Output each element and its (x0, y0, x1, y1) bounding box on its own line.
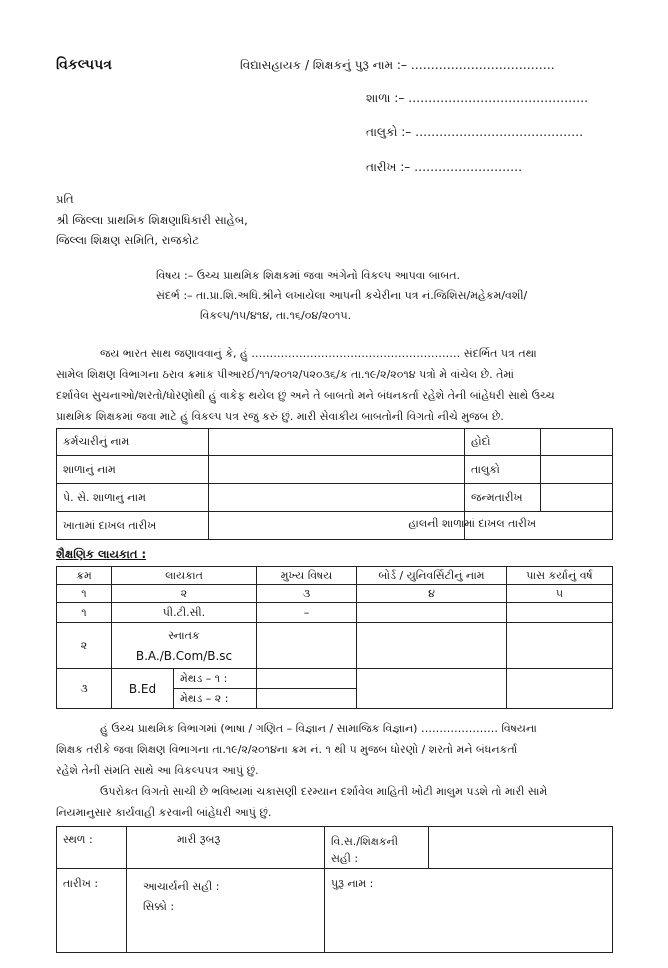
row-3-method-2: મેથડ – ૨ : (174, 689, 257, 709)
teacher-name-line: વિદ્યાસહાયક / શિક્ષકનું પુરૂ નામ :– ……………………………… (240, 58, 555, 72)
taluka-line: તાલુકો :– …………………………………… (366, 125, 584, 139)
body-line-1: જય ભારત સાથ જણાવવાનું કે, હું ………………………………………………… સંદર્ભિત પત્ર તથા (100, 347, 537, 360)
teacher-sign-cell (325, 827, 429, 869)
declaration-line-1: હું ઉચ્ચ પ્રાથમિક વિભાગમાં (ભાષા / ગણિત – વિજ્ઞાન / સામાજિક વિજ્ઞાન) ………………… વિષયના (100, 722, 537, 735)
date-line: તારીખ :– ……………………… (366, 160, 523, 174)
birth-date-value[interactable] (541, 484, 613, 512)
row-3-serial: ૩ (57, 669, 112, 709)
teacher-sign-value[interactable] (429, 827, 613, 869)
school-line: શાળા :– ……………………………………… (366, 91, 589, 105)
row-2-serial: ૨ (57, 623, 112, 669)
row-3-subject-1[interactable] (257, 669, 357, 689)
declaration-line-4: ઉપરોક્ત વિગતો સાચી છે ભવિષ્યમાં ચકાસણી દરમ્યાન દર્શાવેલ માહિતી ખોટી માલુમ પડશે તો મારી સામે (100, 785, 548, 798)
designation-value[interactable] (541, 429, 613, 456)
body-line-3: દર્શાવેલ સુચનાઓ/શરતો/ધોરણોથી હું વાકેફ થયેલ છું અને તે બાબતો મને બંધનકર્તા રહેશે તેની બાંહેધરી સાથે ઉચ્ચ (56, 389, 555, 402)
col-header-qualification: લાયકાત (112, 567, 257, 585)
row-3-qualification: B.Ed (112, 669, 174, 709)
date-label: તારીખ : (57, 869, 127, 953)
row-2-qualification (112, 623, 257, 669)
qualification-table (56, 566, 613, 709)
reference-line-2: વિકલ્પ/૧૫/૪૧૪, તા.૧૬/૦૪/૨૦૧૫. (200, 309, 352, 322)
row-2-qual-line-1: સ્નાતક (168, 628, 200, 642)
col-header-board: બોર્ડ / યુનિવર્સિટીનું નામ (357, 567, 507, 585)
declaration-line-5: નિયમાનુસાર કાર્યવાહી કરવાની બાંહેધરી આપું છું. (56, 806, 272, 819)
pay-center-label: પે. સે. શાળાનું નામ (57, 484, 209, 512)
row-3-board[interactable] (357, 669, 507, 709)
pay-center-value[interactable] (209, 484, 465, 512)
dept-join-date-label: ખાતામાં દાખલ તારીખ (57, 512, 209, 540)
stamp-label: સિક્કો : (143, 900, 175, 913)
address-to: પ્રતિ (56, 192, 74, 206)
taluka-value[interactable] (541, 456, 613, 484)
row-3-year[interactable] (507, 669, 613, 709)
col-number-1: ૧ (57, 585, 112, 603)
employee-name-value[interactable] (209, 429, 465, 456)
full-name-label: પુરૂ નામ : (325, 869, 613, 953)
body-line-2: સામેલ શિક્ષણ વિભાગના ઠરાવ ક્રમાંક પીઆરઈ/૧૧/૨૦૧૨/પ૨૦૩૬/ક તા.૧૯/૨/૨૦૧૪ પત્રો મે વાંચેલ છે. તેમાં (56, 368, 514, 381)
school-name-label: શાળાનું નામ (57, 456, 209, 484)
teacher-sign-line-1: વિ.સ./શિક્ષકની (331, 835, 399, 848)
signature-table (56, 826, 613, 953)
employee-name-label: કર્મચારીનું નામ (57, 429, 209, 456)
row-2-board[interactable] (357, 623, 507, 669)
body-line-4: પ્રાથમિક શિક્ષકમાં જવા માટે હું વિકલ્પ પત્ર રજુ કરું છું. મારી સેવાકીય બાબતોની વિગતો નીચે મુજબ છે. (56, 410, 504, 423)
form-title: વિકલ્પપત્ર (56, 57, 112, 73)
row-3-method-1: મેથડ – ૧ : (174, 669, 257, 689)
birth-date-label: જન્મતારીખ (465, 484, 541, 512)
address-line-2: જિલ્લા શિક્ષણ સમિતિ, રાજકોટ (56, 233, 200, 247)
current-school-join-date-label: હાલની શાળામાં દાખલ તારીખ (408, 517, 536, 530)
school-name-value[interactable] (209, 456, 465, 484)
col-header-serial: ક્રમ (57, 567, 112, 585)
row-3-subject-2[interactable] (257, 689, 357, 709)
col-number-2: ૨ (112, 585, 257, 603)
col-number-5: ૫ (507, 585, 613, 603)
reference-line: સંદર્ભ :– તા.પ્રા.શિ.અધિ.શ્રીને લખાયેલા આપની કચેરીના પત્ર નં.જિશિસ/મહેકમ/વશી/ (156, 289, 528, 302)
taluka-label: તાલુકો (465, 456, 541, 484)
col-header-pass-year: પાસ કર્યાનું વર્ષ (507, 567, 613, 585)
designation-label: હોદો (465, 429, 541, 456)
row-1-board[interactable] (357, 603, 507, 623)
employee-info-table (56, 428, 613, 540)
address-line-1: શ્રી જિલ્લા પ્રાથમિક શિક્ષણાધિકારી સાહેબ, (56, 213, 248, 227)
principal-sign-label: આચાર્યની સહી : (143, 880, 220, 893)
row-2-qual-line-2: B.A./B.Com/B.sc (135, 648, 233, 663)
declaration-line-3: રહેશે તેની સંમતિ સાથે આ વિકલ્પપત્ર આપું છું. (56, 764, 259, 777)
row-1-serial: ૧ (57, 603, 112, 623)
row-1-subject: – (257, 603, 357, 623)
col-number-3: ૩ (257, 585, 357, 603)
row-1-qualification: પી.ટી.સી. (112, 603, 257, 623)
row-2-year[interactable] (507, 623, 613, 669)
row-2-subject[interactable] (257, 623, 357, 669)
row-1-year[interactable] (507, 603, 613, 623)
col-number-4: ૪ (357, 585, 507, 603)
my-attestation-label: મારી રૂબરૂ (127, 827, 325, 869)
principal-cell (127, 869, 325, 953)
subject-line: વિષય :– ઉચ્ચ પ્રાથમિક શિક્ષકમાં જવા અંગેનો વિકલ્પ આપવા બાબત. (156, 269, 460, 282)
declaration-line-2: શિક્ષક તરીકે જવા શિક્ષણ વિભાગના તા.૧૯/૨/૨૦૧૪ના ક્રમ નં. ૧ થી ૫ મુજબ ધોરણો / શરતો મને બંધનકર્તા (56, 743, 518, 756)
qualification-title: શૈક્ષણિક લાયકાત : (56, 547, 147, 561)
place-label: સ્થળ : (57, 827, 127, 869)
col-header-main-subject: મુખ્ય વિષય (257, 567, 357, 585)
teacher-sign-line-2: સહી : (331, 852, 359, 865)
